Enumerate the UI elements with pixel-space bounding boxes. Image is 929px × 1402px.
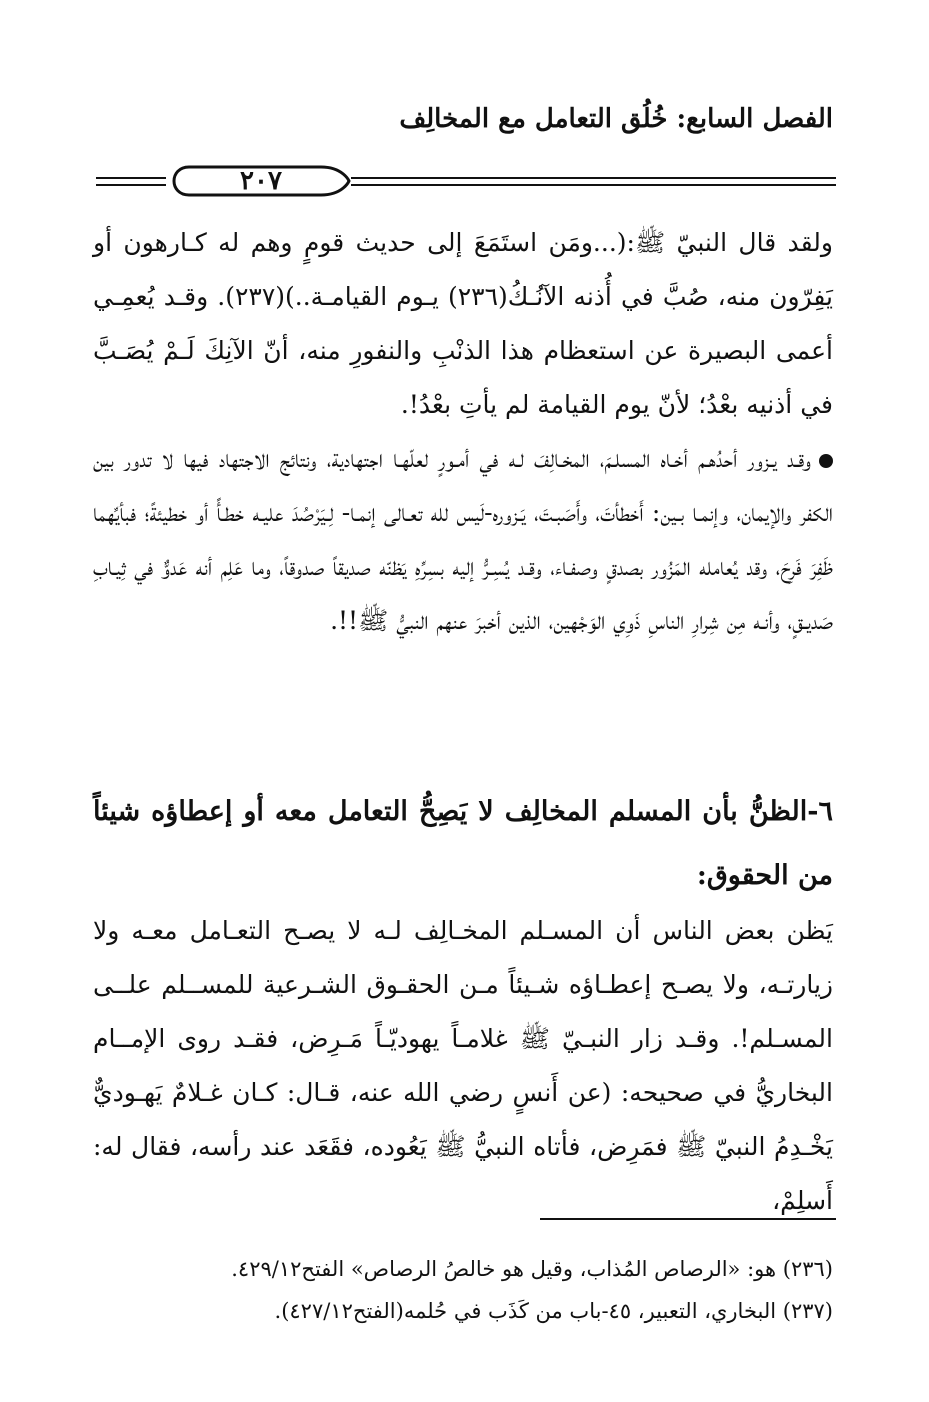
bullet-icon	[819, 454, 833, 468]
paragraph-3-block	[93, 904, 833, 1228]
paragraph-1: ولقد قال النبيّ ﷺ:(...ومَن استَمَعَ إلى حديث قومٍ وهم له كـارهون أو يَفِرّون منه، صُبَّ في أُذنه الآنُـكُ(٢٣٦) يـوم القيامـة..)(٢٣٧). وقـد يُعمِـي أعمى البصيرة عن استعظام هذا الذنْبِ والنفورِ منه، أنّ الآنِكَ لَـمْ يُصَـبَّ في أذنيه بعْدُ؛ لأنّ يوم القيامة لم يأتِ بعْدُ!.	[93, 228, 833, 419]
page-number-badge	[171, 164, 351, 198]
footnote-236: (٢٣٦) هو: «الرصاص المُذاب، وقيل هو خالصُ الرصاص» الفتح٤٢٩/١٢.	[231, 1257, 833, 1281]
paragraph-2: وقـد يـزور أحدُهـم أخـاه المسلـمَ، المخـالِفَ لـه في أمـورٍ لعلّهـا اجتهادية، ونتائج الاجتهاد فيها لا تدور بين الكفر والإيمان، وإنمـا بـين: أَخطأتَ، وأَصَبـتَ، يَـزوره-لَيس لله تعـالى إنمـا- لِـيَرْصُدَ عليـه خطـأً أو خطيئةً؛ فبأيِّهما ظَفِرَ فَرِحَ، وقد يُعامله المَزُور بصدقٍ وصفـاء، وقـد يُسِـرُّ إليه بسِرِّهِ يَظنّه صديقاً صدوقاً، وما عَلِم أنه عَدوٌّ في ثِيـابِ صَديـقٍ، وأنـه مِن شِرارِ الناسِ ذَوِي الوَجْهين، الذين أخبرَ عنهم النبيُّ ﷺ!!.	[93, 444, 833, 635]
page-number: ٢٠٧	[240, 166, 282, 196]
header-rule	[96, 164, 836, 204]
header-rule-right	[351, 177, 836, 186]
paragraph-3: يَظن بعض الناس أن المسـلم المخـالِف لـه لا يصـح التعـامل معـه ولا زيارتـه، ولا يصـح إعطـاؤه شـيئاً مـن الحقـوق الشـرعية للمســلم علــى المسـلم!. وقـد زار النبـيّ ﷺ غلامـاً يهوديّـاً مَـرِض، فقـد روى الإمــام البخاريُّ في صحيحه: (عن أَنسٍ رضي الله عنه، قـال: كـان غـلامٌ يَهـوديٌّ يَخْـدِمُ النبيّ ﷺ فمَرِض، فأتاه النبيُّ ﷺ يَعُوده، فقَعَد عند رأسه، فقال له: أَسلِمْ،	[93, 916, 833, 1215]
footnote-237: (٢٣٧) البخاري، التعبير، ٤٥-باب من كَذَب في حُلمه(الفتح٤٢٧/١٢).	[274, 1299, 833, 1323]
running-head: الفصل السابع: خُلُق التعامل مع المخالِف	[399, 104, 833, 134]
footnotes	[93, 1248, 833, 1332]
paragraph-1-block	[93, 216, 833, 432]
section-heading: ٦-الظنُّ بأن المسلم المخالِف لا يَصِحُّ التعامل معه أو إعطاؤه شيئاً من الحقوق:	[93, 796, 833, 891]
paragraph-2-block	[93, 432, 833, 648]
footnote-divider	[540, 1218, 836, 1220]
paragraph-2-line	[93, 432, 833, 648]
header-rule-left	[96, 177, 166, 186]
